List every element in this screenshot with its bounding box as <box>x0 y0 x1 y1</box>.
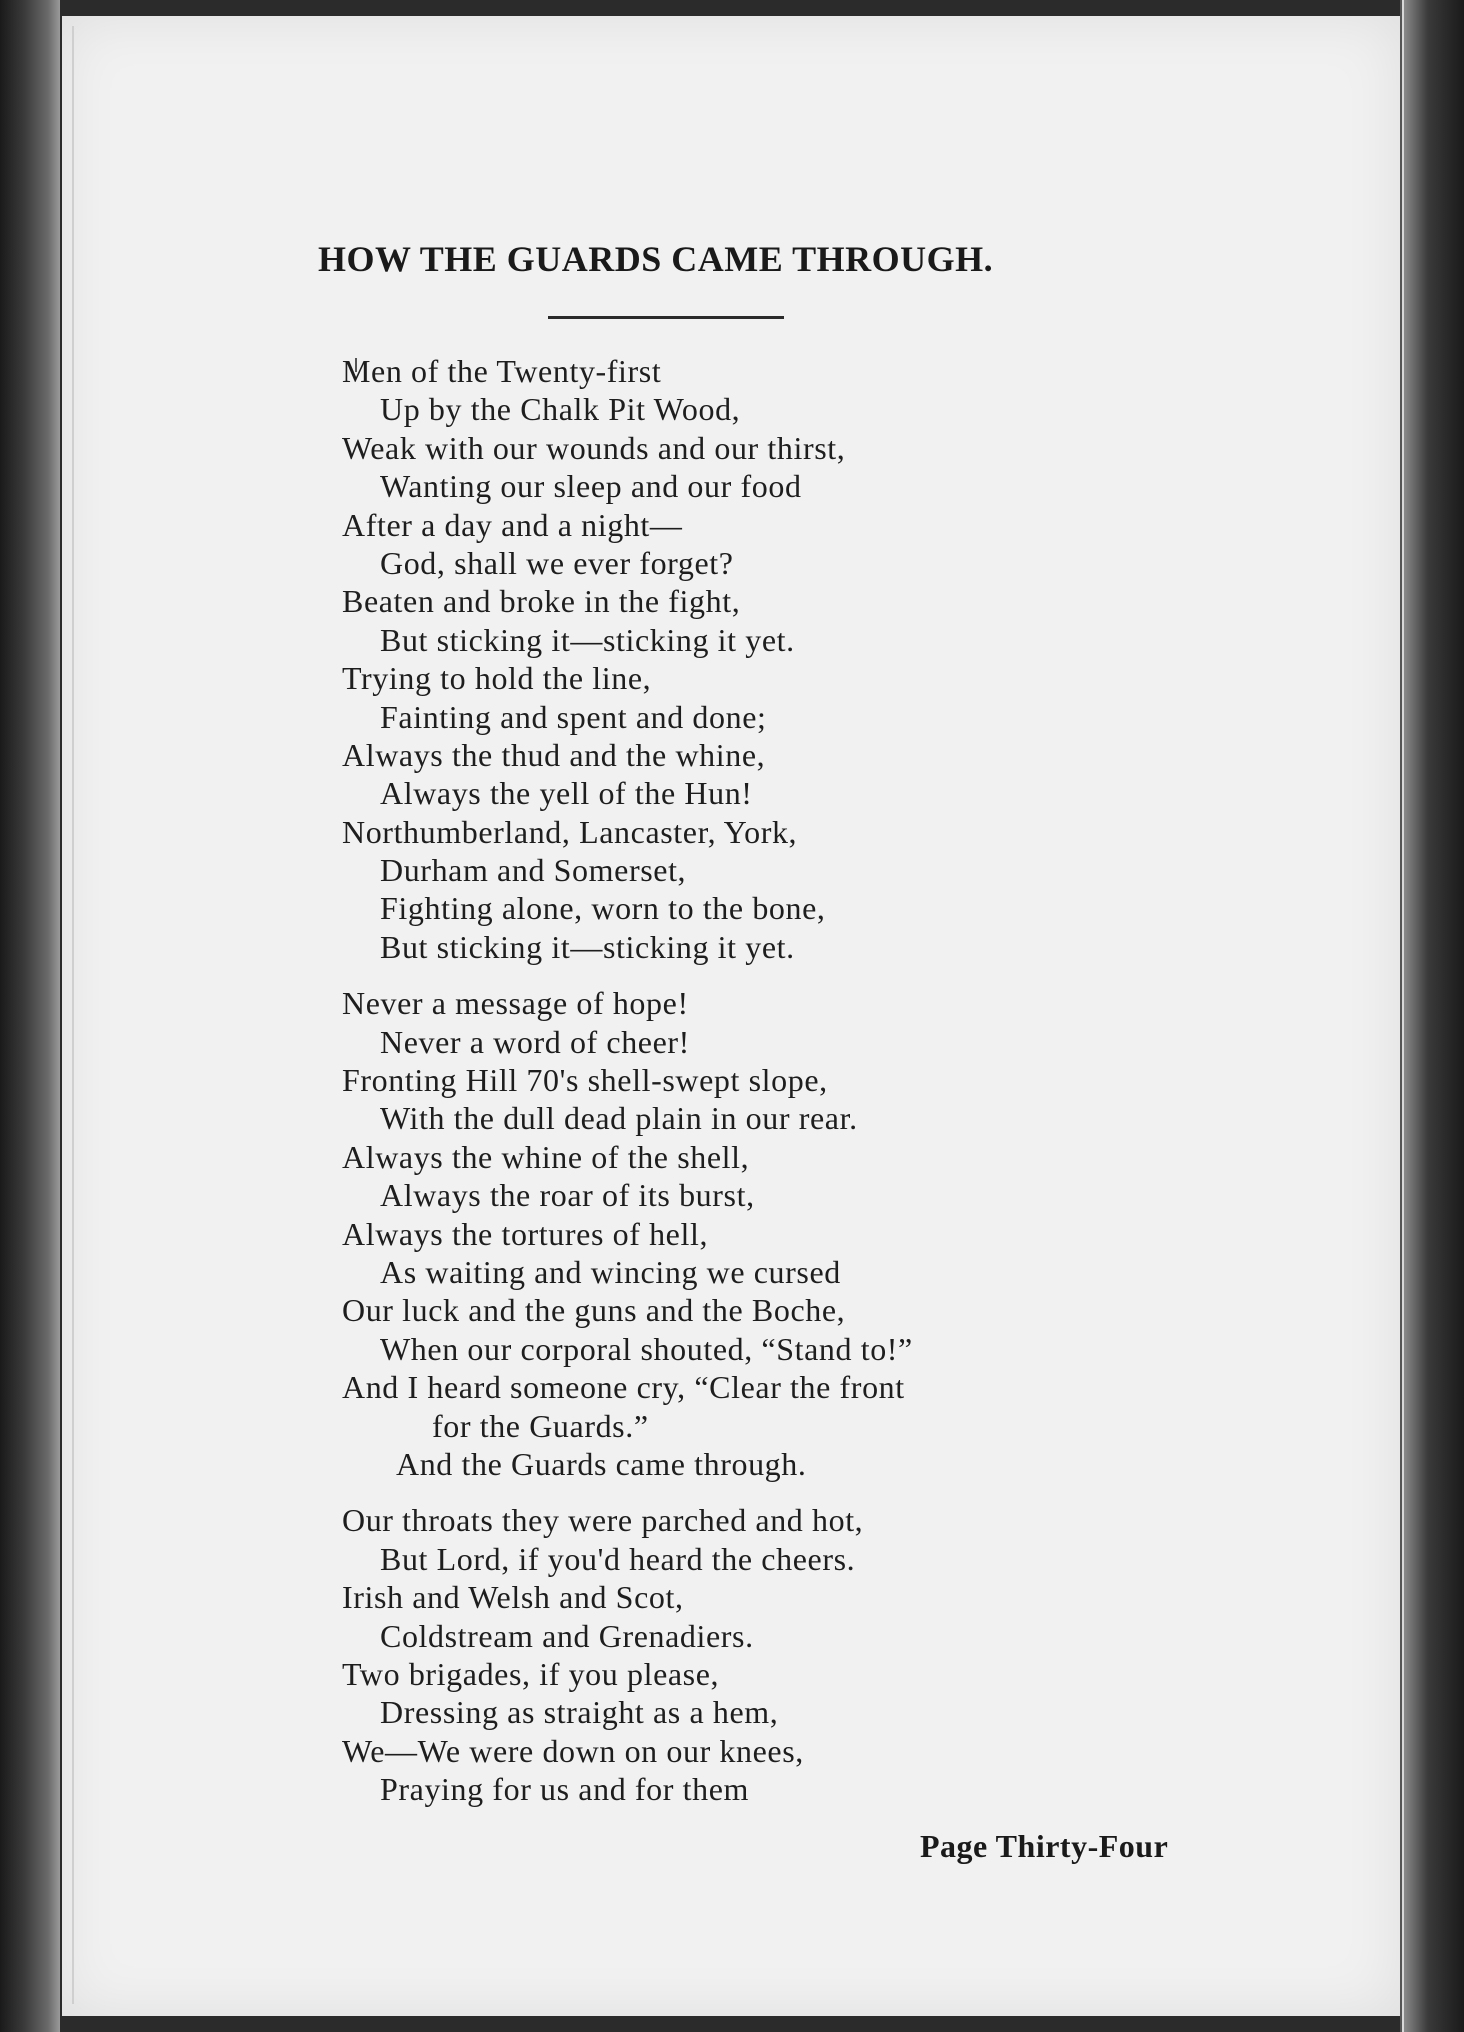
poem-line: Durham and Somerset, <box>380 852 687 889</box>
poem-line: Fainting and spent and done; <box>380 698 767 735</box>
poem-line: Coldstream and Grenadiers. <box>380 1617 754 1654</box>
stanza-2 <box>342 984 1242 1483</box>
poem-line: Trying to hold the line, <box>342 660 652 697</box>
poem-line: Up by the Chalk Pit Wood, <box>380 391 741 428</box>
poem-line: Weak with our wounds and our thirst, <box>342 429 846 466</box>
poem-line: Beaten and broke in the fight, <box>342 583 741 620</box>
stanza-1 <box>342 352 1242 966</box>
poem-line: Dressing as straight as a hem, <box>380 1694 779 1731</box>
poem-line: Northumberland, Lancaster, York, <box>342 813 798 850</box>
title-rule <box>548 316 784 319</box>
poem-line: But sticking it—sticking it yet. <box>380 928 795 965</box>
poem-line: Always the thud and the whine, <box>342 736 766 773</box>
poem-line: And the Guards came through. <box>396 1445 807 1482</box>
stanza-gap <box>342 966 1242 984</box>
poem-line: Always the yell of the Hun! <box>380 775 753 812</box>
poem-line: Fronting Hill 70's shell-swept slope, <box>342 1062 828 1099</box>
poem-line: When our corporal shouted, “Stand to!” <box>380 1330 913 1367</box>
poem-line: God, shall we ever forget? <box>380 544 734 581</box>
poem-line: After a day and a night— <box>342 506 683 543</box>
stanza-3 <box>342 1501 1242 1808</box>
poem-line: Wanting our sleep and our food <box>380 468 802 505</box>
poem-body <box>342 352 1242 1808</box>
page-number: Page Thirty-Four <box>920 1828 1169 1864</box>
poem-line: Men of the Twenty-first <box>342 353 662 389</box>
stanza-gap <box>342 1483 1242 1501</box>
poem-line: Praying for us and for them <box>380 1771 750 1808</box>
scan-left-edge <box>0 0 60 2032</box>
poem-line: We—We were down on our knees, <box>342 1732 804 1769</box>
poem-line: for the Guards.” <box>432 1407 649 1444</box>
poem-line: Irish and Welsh and Scot, <box>342 1579 684 1616</box>
poem-title: HOW THE GUARDS CAME THROUGH. <box>318 239 994 279</box>
poem-line: Always the roar of its burst, <box>380 1177 755 1214</box>
poem-line: Our throats they were parched and hot, <box>342 1502 864 1539</box>
poem-line: But Lord, if you'd heard the cheers. <box>380 1540 856 1577</box>
poem-line: Always the tortures of hell, <box>342 1215 709 1252</box>
poem-line: And I heard someone cry, “Clear the front <box>342 1369 905 1406</box>
poem-line: As waiting and wincing we cursed <box>380 1253 841 1290</box>
poem-line: Never a message of hope! <box>342 985 689 1022</box>
poem-line: Fighting alone, worn to the bone, <box>380 890 826 927</box>
poem-line: Always the whine of the shell, <box>342 1138 750 1175</box>
poem-line: Never a word of cheer! <box>380 1023 690 1060</box>
poem-line: Two brigades, if you please, <box>342 1655 720 1692</box>
poem-line: Our luck and the guns and the Boche, <box>342 1292 846 1329</box>
poem-line: With the dull dead plain in our rear. <box>380 1100 858 1137</box>
poem-line: But sticking it—sticking it yet. <box>380 621 795 658</box>
scan-right-edge <box>1404 0 1464 2032</box>
